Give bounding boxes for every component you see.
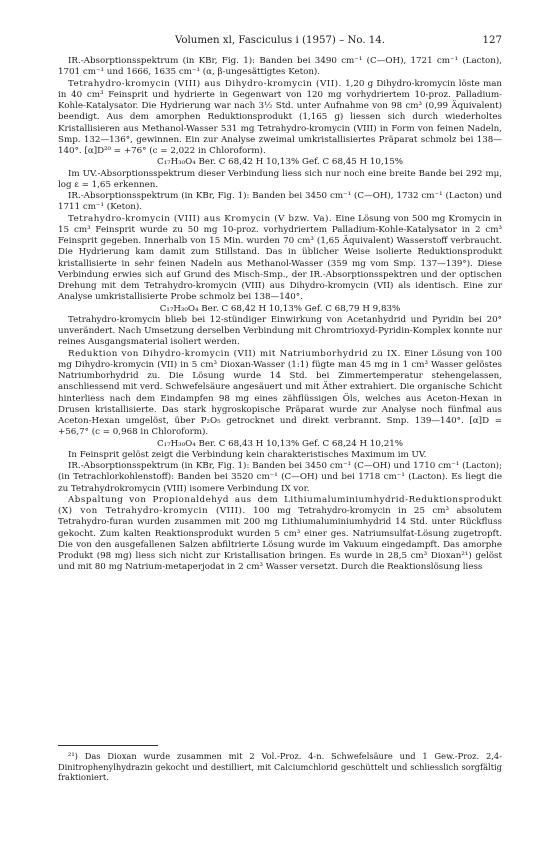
page-number: 127 [482, 35, 502, 46]
analysis-line-1: C₁₇H₃₀O₄ Ber. C 68,42 H 10,13% Gef. C 68,45 H 10,15% [156, 157, 404, 168]
paragraph-text: 100 mg Tetrahydro-kromycin in 25 cm³ absolutem Tetrahydro-furan wurden zusammen mit 200 mg Lithiumaluminiumhydrid 14 Std. unter Rückfluss gekocht. Zum kalten Reaktionsprodukt wurden 5 cm³ einer ges. Natriumsulfat-Lösung zugetropft. Die von den ausgefallenen Salzen abfiltrierte Lösung wurde im Vakuum eingedampft. Das amorphe Produkt (98 mg) liess sich nicht zur Kristallisation bringen. Es wurde in 28,5 cm³ Dioxan²¹) gelöst und mit 80 mg Natrium-metaperjodat in 2 cm³ Wasser versetzt. Durch die Reaktionslösung liess [58, 506, 503, 573]
paragraph-stability: Tetrahydro-kromycin blieb bei 12-stündiger Einwirkung von Acetanhydrid und Pyridin bei 20° unverändert. Nach Umsetzung derselben Verbindung mit Chromtrioxyd-Pyridin-Komplex konnte nur reines Ausgangsmaterial isoliert werden. [58, 314, 502, 348]
paragraph-borohydride-reduction [58, 349, 502, 439]
paragraph-propionaldehyd [58, 495, 502, 574]
section-heading: Tetrahydro-kromycin (VIII) aus Dihydro-kromycin (VII). [68, 78, 342, 89]
paragraph-ir-spectrum-1: IR.-Absorptionsspektrum (in KBr, Fig. 1): Banden bei 3490 cm⁻¹ (C—OH), 1721 cm⁻¹ (Lacton), 1701 cm⁻¹ und 1666, 1635 cm⁻¹ (α, β-ungesättigtes Keton). [58, 56, 502, 78]
paragraph-tetrahydro-from-dihydro [58, 79, 502, 158]
main-text [58, 56, 502, 574]
paragraph-ir-spectrum-3: IR.-Absorptionsspektrum (in KBr, Fig. 1): Banden bei 3450 cm⁻¹ (C—OH) und 1710 cm⁻¹ (Lacton); (in Tetrachlorkohlenstoff): Banden bei 3520 cm⁻¹ (C—OH) und bei 1718 cm⁻¹ (Lacton). Es liegt die zu Tetrahydrokromycin (VIII) isomere Verbindung IX vor. [58, 461, 502, 494]
analysis-line-3: C₁₇H₃₀O₄ Ber. C 68,43 H 10,13% Gef. C 68,24 H 10,21% [156, 438, 404, 449]
paragraph-uv-spectrum: Im UV.-Absorptionsspektrum dieser Verbindung liess sich nur noch eine breite Bande bei 292 mμ, log ε = 1,65 erkennen. [58, 168, 502, 190]
section-heading: Reduktion von Dihydro-kromycin (VII) mit Natriumborhydrid zu IX. [68, 348, 401, 359]
paragraph-uv-feinsprit: In Feinsprit gelöst zeigt die Verbindung kein charakteristisches Maximum im UV. [68, 449, 427, 460]
journal-title: Volumen xl, Fasciculus i (1957) – No. 14. [174, 35, 386, 46]
section-heading: Tetrahydro-kromycin (VIII) aus Kromycin (V bzw. Va). [68, 213, 333, 224]
footnote [58, 751, 502, 783]
section-heading: Abspaltung von Propionaldehyd aus dem Lithiumaluminiumhydrid-Reduktionsprodukt (X) von Tetrahydro-kromycin (VIII). [58, 494, 502, 516]
footnote-21: ²¹) Das Dioxan wurde zusammen mit 2 Vol.-Proz. 4-n. Schwefelsäure und 1 Gew.-Proz. 2,4-Dinitrophenylhydrazin gekocht und destilliert, mit Calciumchlorid geschüttelt und schliesslich sorgfältig fraktioniert. [58, 751, 502, 783]
paragraph-ir-spectrum-2: IR.-Absorptionsspektrum (in KBr, Fig. 1): Banden bei 3450 cm⁻¹ (C—OH), 1732 cm⁻¹ (Lacton) und 1711 cm⁻¹ (Keton). [58, 191, 502, 213]
paragraph-tetrahydro-from-kromycin [58, 214, 502, 304]
paragraph-text: Einer Lösung von 100 mg Dihydro-kromycin (VII) in 5 cm³ Dioxan-Wasser (1:1) fügte man 45 mg in 1 cm³ Wasser gelöstes Natriumborhydrid zu. Die Lösung wurde 14 Std. bei Zimmertemperatur stehengelassen, anschliessend mit verd. Schwefelsäure angesäuert und mit Äther extrahiert. Die organische Schicht hinterliess nach dem Eindampfen 98 mg eines zähflüssigen Öls, welches aus Aceton-Hexan in Drusen kristallisierte. Das stark hygroskopische Präparat wurde zur Analyse noch fünfmal aus Aceton-Hexan umgelöst, über P₂O₅ getrocknet und direkt verbrannt. Smp. 139—140°. [α]D = +56,7° (c = 0,968 in Chloroform). [58, 348, 503, 438]
footnote-divider [58, 745, 158, 746]
paragraph-text: Eine Lösung von 500 mg Kromycin in 15 cm³ Feinsprit wurde zu 50 mg 10-proz. vorhydriertem Palladium-Kohle-Katalysator in 2 cm³ Feinsprit gegeben. Innerhalb von 15 Min. wurden 70 cm³ (1,65 Äquivalent) Wasserstoff verbraucht. Die Hydrierung kam damit zum Stillstand. Das in üblicher Weise isolierte Reduktionsprodukt kristallisierte in sehr feinen Nadeln aus Methanol-Wasser (359 mg vom Smp. 137—139°). Diese Verbindung erwies sich auf Grund des Misch-Smp., der IR.-Absorptionsspektren und der optischen Drehung mit dem Tetrahydro-kromycin (VIII) aus Dihydro-kromycin (VII) als identisch. Eine zur Analyse umkristallisierte Probe schmolz bei 138—140°. [58, 213, 502, 303]
paragraph-text: 1,20 g Dihydro-kromycin löste man in 40 cm³ Feinsprit und hydrierte in Gegenwart von 120 mg vorhydriertem 10-proz. Palladium-Kohle-Katalysator. Die Hydrierung war nach 3½ Std. unter Aufnahme von 98 cm³ (0,99 Äquivalent) beendigt. Aus dem amorphen Reduktionsprodukt (1,165 g) liessen sich durch wiederholtes Kristallisieren aus Methanol-Wasser 531 mg Tetrahydro-kromycin (VIII) in Form von feinen Nadeln, Smp. 132—136°, gewinnen. Ein zur Analyse zweimal umkristallisiertes Präparat schmolz bei 138—140°. [α]D²⁰ = +76° (c = 2,022 in Chloroform). [58, 78, 502, 156]
running-header [58, 35, 502, 46]
analysis-line-2: C₁₇H₃₀O₄ Ber. C 68,42 H 10,13% Gef. C 68,79 H 9,83% [159, 303, 401, 314]
